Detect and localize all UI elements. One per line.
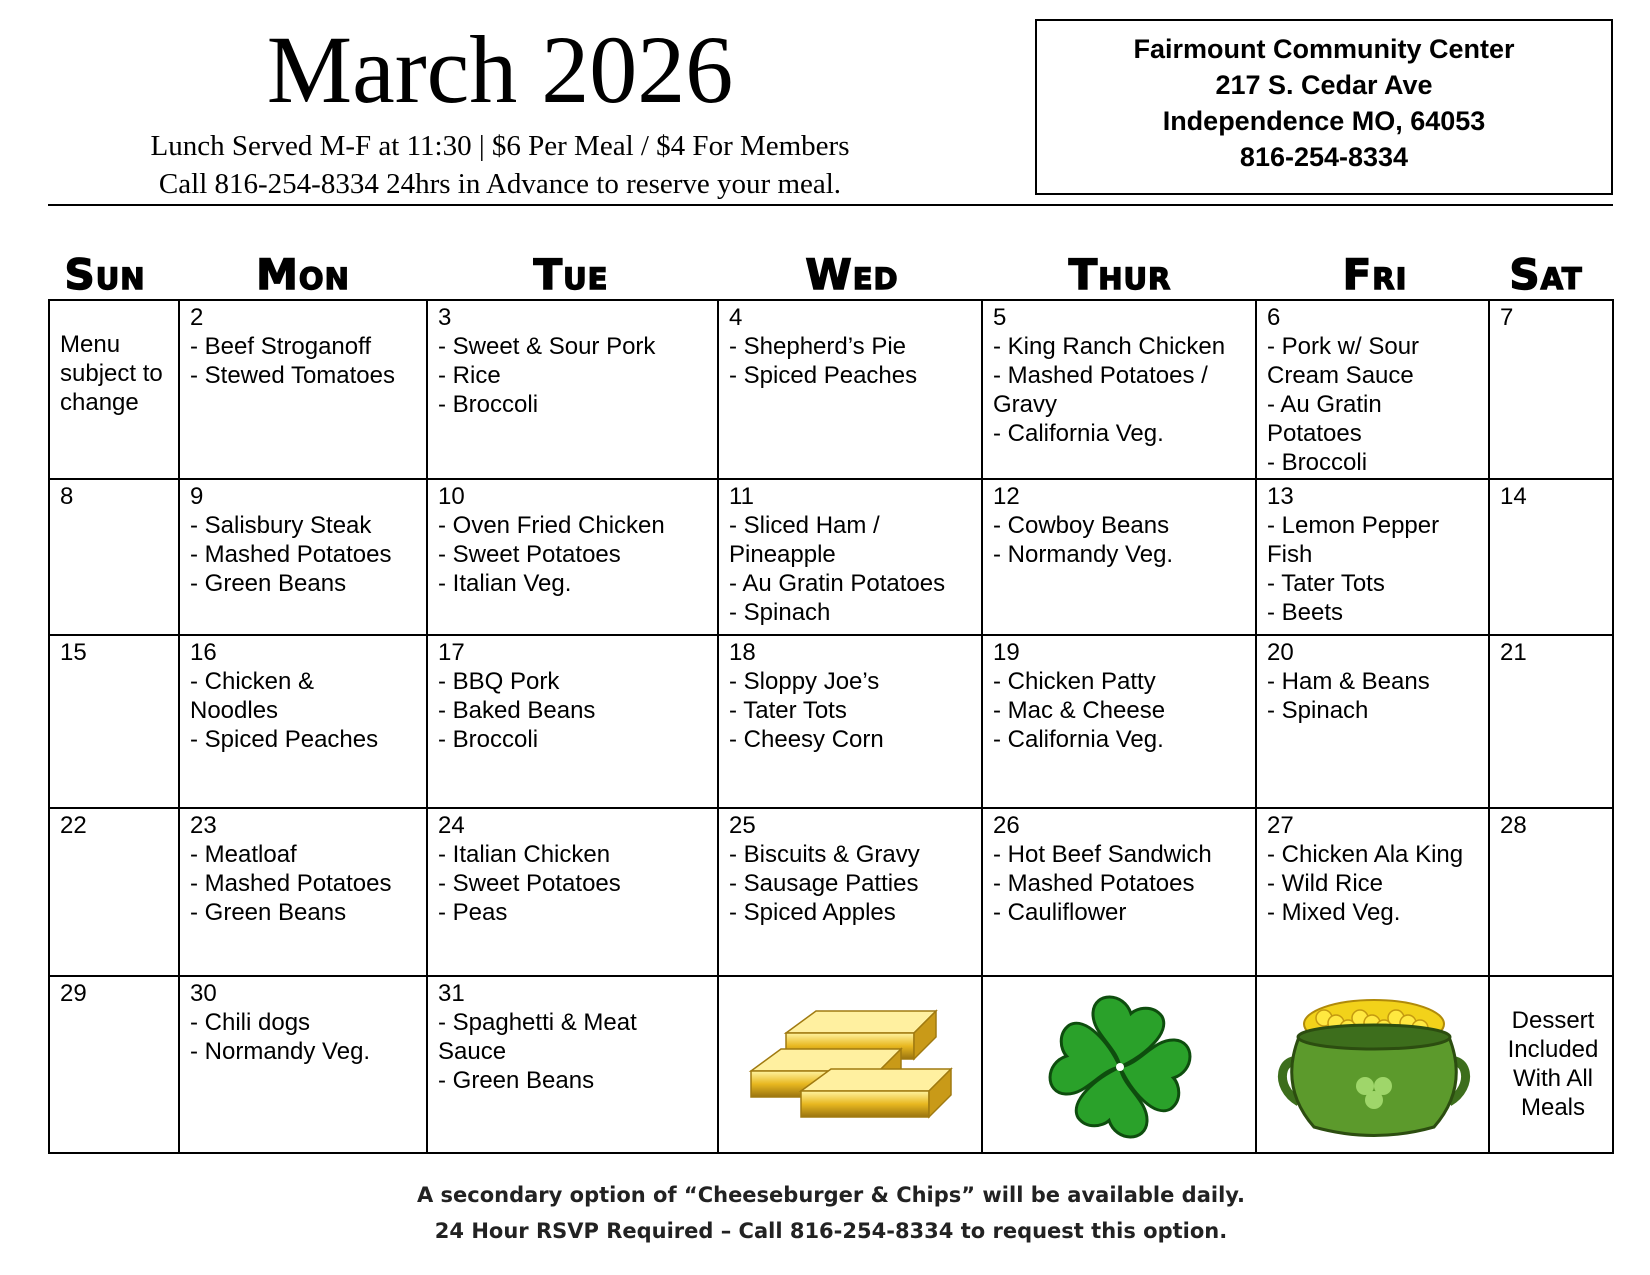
date-number: 24 (438, 812, 465, 839)
calendar-grid (48, 299, 1614, 1154)
day-cell (180, 636, 428, 809)
day-cell (983, 977, 1257, 1156)
date-number: 29 (60, 980, 87, 1007)
day-cell (50, 809, 180, 977)
day-cell (1490, 480, 1616, 636)
menu-note: Menu (60, 331, 121, 358)
menu-note: change (60, 389, 139, 416)
day-cell (1257, 301, 1490, 480)
day-cell (983, 636, 1257, 809)
menu-item: - Spiced Peaches (729, 362, 918, 389)
day-header-sat: Sat (1509, 250, 1583, 299)
menu-item: - Baked Beans (438, 697, 596, 724)
menu-item: - Mixed Veg. (1267, 899, 1401, 926)
day-cell (719, 809, 983, 977)
menu-item: - Normandy Veg. (190, 1038, 371, 1065)
four-leaf-clover-icon (983, 977, 1257, 1156)
menu-item: - Lemon Pepper (1267, 512, 1440, 539)
date-number: 13 (1267, 483, 1294, 510)
date-number: 3 (438, 304, 452, 331)
gold-bars-icon (719, 977, 983, 1156)
menu-item: - Chicken Ala King (1267, 841, 1464, 868)
menu-item: - King Ranch Chicken (993, 333, 1226, 360)
date-number: 15 (60, 639, 87, 666)
menu-item: - Wild Rice (1267, 870, 1384, 897)
menu-item: - Beets (1267, 599, 1344, 626)
menu-item: - Cowboy Beans (993, 512, 1170, 539)
date-number: 30 (190, 980, 217, 1007)
menu-item: - Spinach (1267, 697, 1369, 724)
date-number: 11 (729, 483, 754, 510)
lunch-info: Lunch Served M-F at 11:30 | $6 Per Meal / $4 For Members (150, 130, 850, 162)
menu-item: Pineapple (729, 541, 836, 568)
menu-item: - Ham & Beans (1267, 668, 1430, 695)
day-header-mon: Mon (256, 250, 350, 299)
menu-item: - Spinach (729, 599, 831, 626)
menu-item: Potatoes (1267, 420, 1362, 447)
center-phone: 816-254-8334 (1239, 142, 1409, 172)
footer-option-note: A secondary option of “Cheeseburger & Chips” will be available daily. (416, 1183, 1246, 1207)
date-number: 23 (190, 812, 217, 839)
menu-item: - Green Beans (190, 570, 347, 597)
day-cell (719, 480, 983, 636)
menu-item: - Mac & Cheese (993, 697, 1166, 724)
day-cell (1257, 809, 1490, 977)
menu-item: - Meatloaf (190, 841, 297, 868)
date-number: 14 (1500, 483, 1527, 510)
footer-rsvp-note: 24 Hour RSVP Required – Call 816-254-8334 to request this option. (434, 1219, 1228, 1243)
menu-item: Cream Sauce (1267, 362, 1414, 389)
day-cell (180, 977, 428, 1156)
menu-item: - Beef Stroganoff (190, 333, 372, 360)
menu-item: - Sweet & Sour Pork (438, 333, 656, 360)
menu-item: - Green Beans (190, 899, 347, 926)
date-number: 9 (190, 483, 204, 510)
day-cell (428, 636, 719, 809)
dessert-note: Dessert (1511, 1007, 1595, 1034)
menu-item: - Tater Tots (1267, 570, 1385, 597)
day-cell (180, 809, 428, 977)
date-number: 28 (1500, 812, 1527, 839)
day-header-tue: Tue (533, 250, 609, 299)
menu-item: - California Veg. (993, 420, 1164, 447)
menu-item: Gravy (993, 391, 1058, 418)
day-cell (180, 301, 428, 480)
menu-item: - Salisbury Steak (190, 512, 372, 539)
menu-item: - Hot Beef Sandwich (993, 841, 1212, 868)
menu-item: - Broccoli (1267, 449, 1368, 476)
menu-item: - Cauliflower (993, 899, 1127, 926)
date-number: 17 (438, 639, 465, 666)
page-title: March 2026 (266, 16, 734, 123)
menu-item: - Broccoli (438, 391, 539, 418)
date-number: 31 (438, 980, 465, 1007)
menu-item: - Broccoli (438, 726, 539, 753)
day-cell (1490, 636, 1616, 809)
day-cell (719, 977, 983, 1156)
menu-item: - Normandy Veg. (993, 541, 1174, 568)
date-number: 6 (1267, 304, 1281, 331)
menu-item: - Au Gratin Potatoes (729, 570, 946, 597)
menu-item: - Chicken Patty (993, 668, 1156, 695)
menu-note: subject to (60, 360, 163, 387)
day-cell (719, 301, 983, 480)
date-number: 7 (1500, 304, 1514, 331)
menu-item: - Sausage Patties (729, 870, 919, 897)
day-cell (50, 636, 180, 809)
menu-item: - Sweet Potatoes (438, 870, 621, 897)
center-street: 217 S. Cedar Ave (1215, 70, 1433, 100)
date-number: 12 (993, 483, 1020, 510)
menu-item: - Rice (438, 362, 501, 389)
date-number: 5 (993, 304, 1007, 331)
day-cell (983, 480, 1257, 636)
center-name: Fairmount Community Center (1133, 34, 1515, 64)
day-cell (428, 977, 719, 1156)
menu-item: - Peas (438, 899, 508, 926)
header-rule (48, 204, 1613, 206)
menu-item: - Pork w/ Sour (1267, 333, 1420, 360)
menu-item: - Sloppy Joe’s (729, 668, 880, 695)
day-header-sun: Sun (64, 250, 146, 299)
date-number: 10 (438, 483, 465, 510)
date-number: 26 (993, 812, 1020, 839)
day-cell (1490, 809, 1616, 977)
date-number: 2 (190, 304, 204, 331)
day-cell (50, 977, 180, 1156)
day-cell (180, 480, 428, 636)
menu-item: - Stewed Tomatoes (190, 362, 395, 389)
day-header-wed: Wed (805, 250, 899, 299)
menu-item: - Spiced Apples (729, 899, 896, 926)
menu-item: - BBQ Pork (438, 668, 560, 695)
menu-item: - Spaghetti & Meat (438, 1009, 637, 1036)
menu-item: - Green Beans (438, 1067, 595, 1094)
menu-item: - Tater Tots (729, 697, 847, 724)
menu-item: - Biscuits & Gravy (729, 841, 920, 868)
dessert-note: Meals (1520, 1094, 1586, 1121)
date-number: 22 (60, 812, 87, 839)
day-cell (50, 301, 180, 480)
day-cell (1257, 636, 1490, 809)
menu-item: Fish (1267, 541, 1313, 568)
pot-of-gold-icon (1257, 977, 1490, 1156)
date-number: 16 (190, 639, 217, 666)
date-number: 21 (1500, 639, 1527, 666)
day-cell (50, 480, 180, 636)
day-header-fri: Fri (1342, 250, 1408, 299)
day-cell (719, 636, 983, 809)
menu-item: - Sweet Potatoes (438, 541, 621, 568)
menu-item: - Chicken & (190, 668, 315, 695)
menu-item: - Mashed Potatoes (190, 870, 392, 897)
day-cell (428, 809, 719, 977)
dessert-note: Included (1507, 1036, 1599, 1063)
date-number: 20 (1267, 639, 1294, 666)
date-number: 25 (729, 812, 756, 839)
day-cell (983, 809, 1257, 977)
menu-item: - Oven Fried Chicken (438, 512, 665, 539)
menu-item: - California Veg. (993, 726, 1164, 753)
day-cell (1490, 977, 1616, 1156)
day-cell (983, 301, 1257, 480)
day-header-thur: Thur (1068, 250, 1172, 299)
date-number: 4 (729, 304, 743, 331)
address-box (1035, 19, 1613, 195)
menu-item: Sauce (438, 1038, 507, 1065)
date-number: 27 (1267, 812, 1294, 839)
center-city: Independence MO, 64053 (1162, 106, 1486, 136)
menu-item: - Italian Veg. (438, 570, 572, 597)
reservation-info: Call 816-254-8334 24hrs in Advance to reserve your meal. (158, 168, 842, 200)
day-cell (428, 480, 719, 636)
menu-item: - Italian Chicken (438, 841, 611, 868)
dessert-note: With All (1512, 1065, 1593, 1092)
menu-item: - Cheesy Corn (729, 726, 884, 753)
day-cell (428, 301, 719, 480)
menu-item: - Shepherd’s Pie (729, 333, 906, 360)
menu-item: - Chili dogs (190, 1009, 311, 1036)
date-number: 8 (60, 483, 74, 510)
menu-item: - Au Gratin (1267, 391, 1382, 418)
menu-item: Noodles (190, 697, 279, 724)
day-cell (1257, 977, 1490, 1156)
date-number: 18 (729, 639, 756, 666)
menu-item: - Mashed Potatoes (993, 870, 1195, 897)
menu-item: - Sliced Ham / (729, 512, 880, 539)
menu-item: - Mashed Potatoes (190, 541, 392, 568)
day-cell (1490, 301, 1616, 480)
day-cell (1257, 480, 1490, 636)
date-number: 19 (993, 639, 1020, 666)
menu-item: - Mashed Potatoes / (993, 362, 1208, 389)
menu-item: - Spiced Peaches (190, 726, 379, 753)
